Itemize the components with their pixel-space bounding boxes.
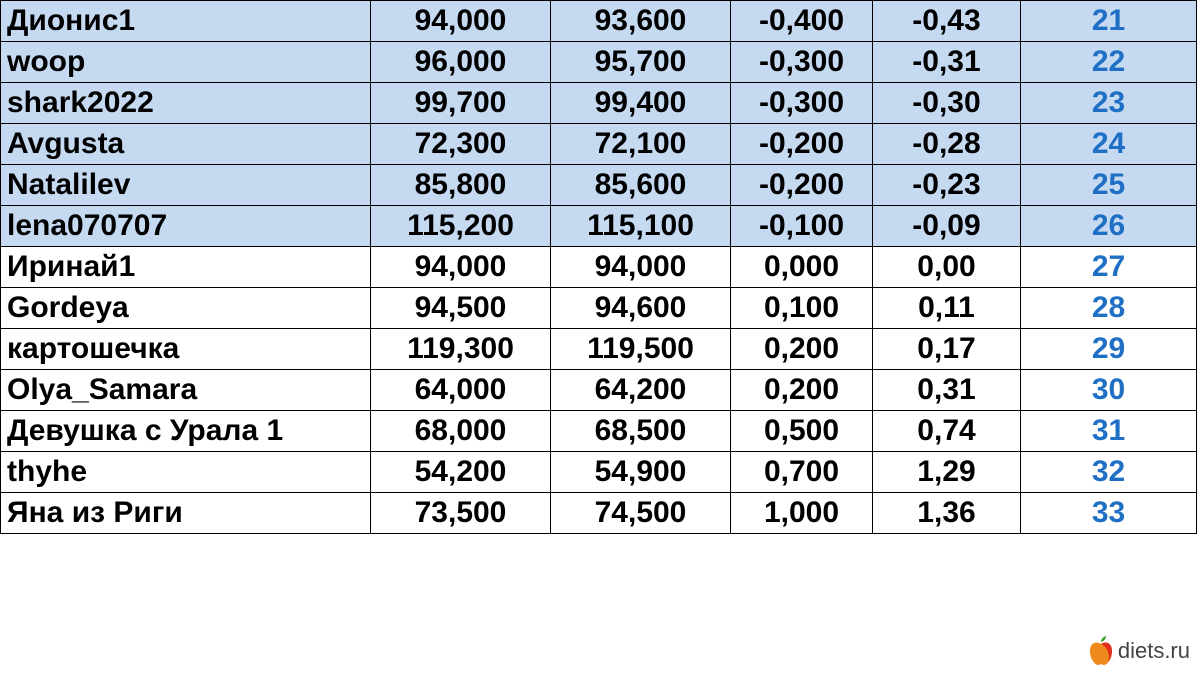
weight-difference: 0,100 bbox=[731, 288, 873, 329]
percent-change: 0,11 bbox=[873, 288, 1021, 329]
table-row bbox=[1, 42, 1197, 83]
start-weight: 96,000 bbox=[371, 42, 551, 83]
participant-name: thyhe bbox=[1, 452, 371, 493]
percent-change: -0,09 bbox=[873, 206, 1021, 247]
current-weight: 119,500 bbox=[551, 329, 731, 370]
table-row bbox=[1, 288, 1197, 329]
participant-name: Avgusta bbox=[1, 124, 371, 165]
percent-change: 0,74 bbox=[873, 411, 1021, 452]
percent-change: 1,29 bbox=[873, 452, 1021, 493]
weight-difference: -0,300 bbox=[731, 83, 873, 124]
watermark-text: diets.ru bbox=[1117, 638, 1190, 663]
percent-change: -0,28 bbox=[873, 124, 1021, 165]
start-weight: 99,700 bbox=[371, 83, 551, 124]
start-weight: 94,000 bbox=[371, 1, 551, 42]
current-weight: 72,100 bbox=[551, 124, 731, 165]
start-weight: 119,300 bbox=[371, 329, 551, 370]
current-weight: 115,100 bbox=[551, 206, 731, 247]
rank-number: 23 bbox=[1021, 83, 1197, 124]
weight-difference: -0,200 bbox=[731, 165, 873, 206]
rank-number: 32 bbox=[1021, 452, 1197, 493]
table-row bbox=[1, 124, 1197, 165]
weight-difference: 0,200 bbox=[731, 329, 873, 370]
participant-name: Дионис1 bbox=[1, 1, 371, 42]
participant-name: Иринай1 bbox=[1, 247, 371, 288]
rank-number: 26 bbox=[1021, 206, 1197, 247]
apple-logo-icon bbox=[1088, 636, 1114, 666]
percent-change: -0,31 bbox=[873, 42, 1021, 83]
percent-change: 0,31 bbox=[873, 370, 1021, 411]
start-weight: 94,500 bbox=[371, 288, 551, 329]
table-row bbox=[1, 329, 1197, 370]
participant-name: Яна из Риги bbox=[1, 493, 371, 534]
start-weight: 72,300 bbox=[371, 124, 551, 165]
participant-name: shark2022 bbox=[1, 83, 371, 124]
table-row bbox=[1, 83, 1197, 124]
weight-difference: 0,500 bbox=[731, 411, 873, 452]
rank-number: 33 bbox=[1021, 493, 1197, 534]
rank-number: 27 bbox=[1021, 247, 1197, 288]
current-weight: 74,500 bbox=[551, 493, 731, 534]
start-weight: 94,000 bbox=[371, 247, 551, 288]
table-body bbox=[1, 1, 1197, 534]
table-row bbox=[1, 247, 1197, 288]
percent-change: 0,00 bbox=[873, 247, 1021, 288]
weight-difference: 0,700 bbox=[731, 452, 873, 493]
participant-name: lena070707 bbox=[1, 206, 371, 247]
table-row bbox=[1, 165, 1197, 206]
participant-name: Natalilev bbox=[1, 165, 371, 206]
table-row bbox=[1, 493, 1197, 534]
current-weight: 99,400 bbox=[551, 83, 731, 124]
current-weight: 68,500 bbox=[551, 411, 731, 452]
rank-number: 25 bbox=[1021, 165, 1197, 206]
table-row bbox=[1, 1, 1197, 42]
participant-name: Девушка с Урала 1 bbox=[1, 411, 371, 452]
start-weight: 64,000 bbox=[371, 370, 551, 411]
weight-difference: -0,100 bbox=[731, 206, 873, 247]
current-weight: 94,000 bbox=[551, 247, 731, 288]
table-row bbox=[1, 411, 1197, 452]
rank-number: 28 bbox=[1021, 288, 1197, 329]
current-weight: 93,600 bbox=[551, 1, 731, 42]
rank-number: 21 bbox=[1021, 1, 1197, 42]
weight-difference: -0,300 bbox=[731, 42, 873, 83]
participant-name: картошечка bbox=[1, 329, 371, 370]
percent-change: -0,43 bbox=[873, 1, 1021, 42]
current-weight: 94,600 bbox=[551, 288, 731, 329]
weight-difference: 0,000 bbox=[731, 247, 873, 288]
percent-change: 1,36 bbox=[873, 493, 1021, 534]
start-weight: 54,200 bbox=[371, 452, 551, 493]
start-weight: 85,800 bbox=[371, 165, 551, 206]
rank-number: 24 bbox=[1021, 124, 1197, 165]
current-weight: 54,900 bbox=[551, 452, 731, 493]
rank-number: 31 bbox=[1021, 411, 1197, 452]
percent-change: -0,23 bbox=[873, 165, 1021, 206]
percent-change: -0,30 bbox=[873, 83, 1021, 124]
start-weight: 68,000 bbox=[371, 411, 551, 452]
rank-number: 29 bbox=[1021, 329, 1197, 370]
participant-name: woop bbox=[1, 42, 371, 83]
table-row bbox=[1, 370, 1197, 411]
participant-name: Olya_Samara bbox=[1, 370, 371, 411]
weight-difference: -0,400 bbox=[731, 1, 873, 42]
rank-number: 22 bbox=[1021, 42, 1197, 83]
weight-difference: 1,000 bbox=[731, 493, 873, 534]
current-weight: 95,700 bbox=[551, 42, 731, 83]
current-weight: 85,600 bbox=[551, 165, 731, 206]
start-weight: 115,200 bbox=[371, 206, 551, 247]
table-row bbox=[1, 452, 1197, 493]
table-row bbox=[1, 206, 1197, 247]
current-weight: 64,200 bbox=[551, 370, 731, 411]
start-weight: 73,500 bbox=[371, 493, 551, 534]
percent-change: 0,17 bbox=[873, 329, 1021, 370]
diets-ru-watermark bbox=[1088, 636, 1190, 666]
rank-number: 30 bbox=[1021, 370, 1197, 411]
weight-difference: 0,200 bbox=[731, 370, 873, 411]
participant-name: Gordeya bbox=[1, 288, 371, 329]
weight-difference: -0,200 bbox=[731, 124, 873, 165]
